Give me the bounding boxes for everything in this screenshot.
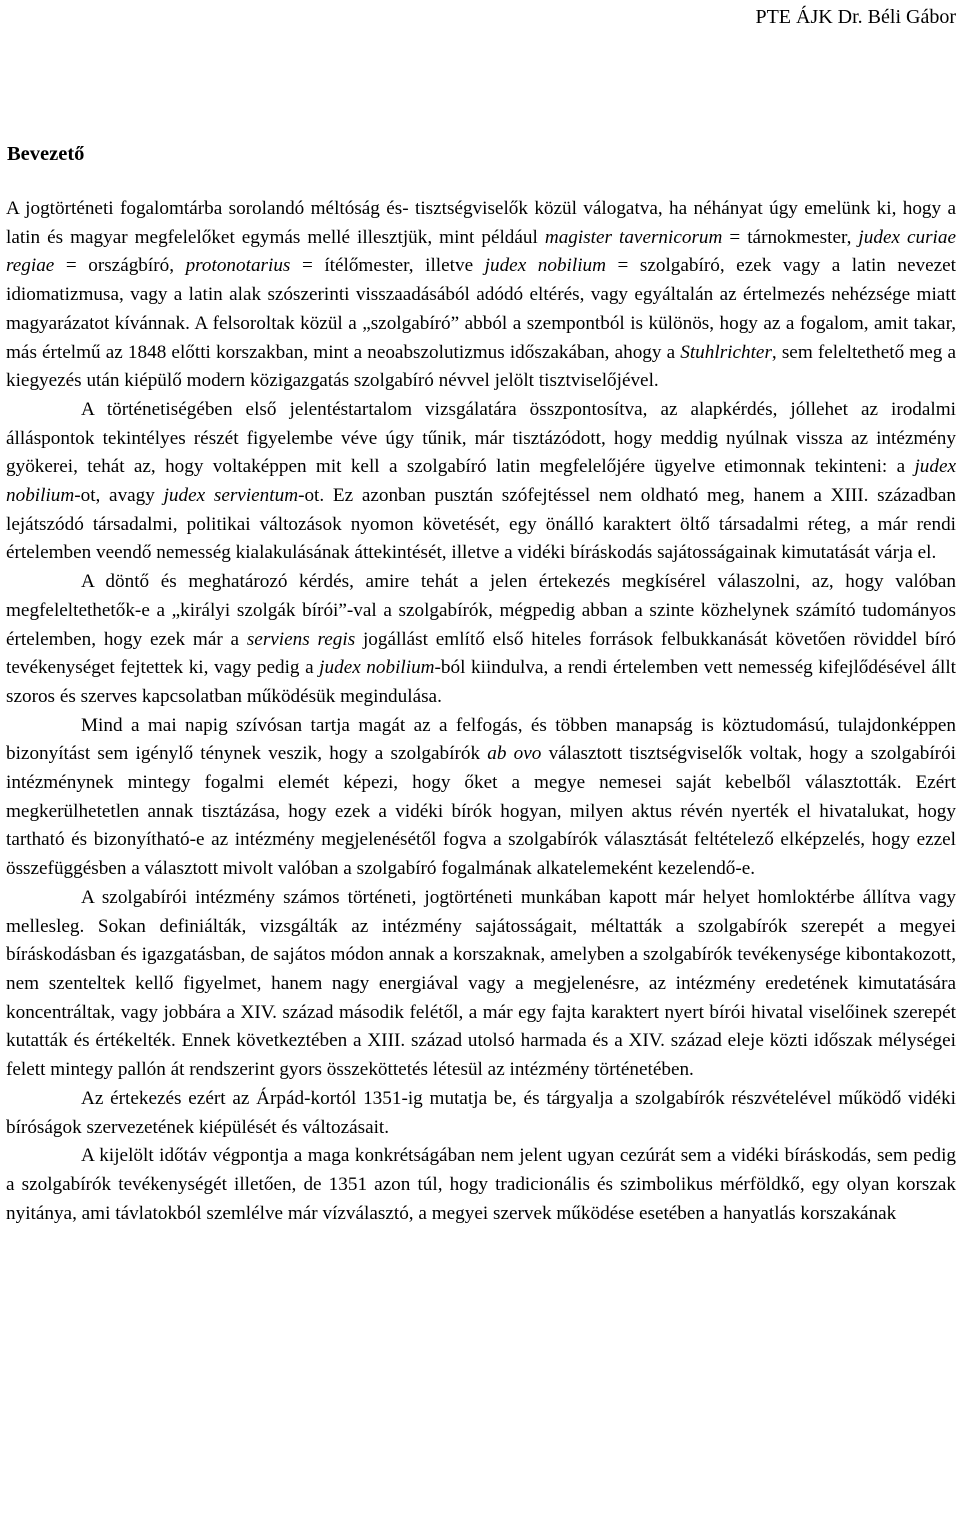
paragraph-text: választott tisztségviselők voltak, hogy a szolgabírói intézménynek mintegy fogalmi elemét képezi, hogy őket a megye nemesei saját kebelből választották. Ezért megkerülhetetlen annak tisztázása, hogy ezek a vidéki bírók hogyan, milyen aktus révén nyerték el hivatalukat, hogy tartható és bizonyítható-e az intézmény megjelenésétől fogva a szolgabírók választását feltételező elképzelés, hogy ezzel összefüggésben a választott mivolt valóban a szolgabíró fogalmának alkatelemeként kezelendő-e. [6,743,956,880]
section-heading: Bevezető [7,143,85,165]
italic-term: judex nobilium [484,255,606,277]
italic-term: magister tavernicorum [544,226,723,248]
italic-term: judex nobilium [319,657,435,679]
body-paragraph [6,712,956,884]
page-header-author: PTE ÁJK Dr. Béli Gábor [755,6,956,28]
paragraph-text: -ból kiindulva, a rendi értelemben vett nemesség kifejlődésével állt szoros és szerves kapcsolatban működésük megindulása. [6,657,956,707]
italic-term: serviens regis [246,628,356,650]
body-paragraph [6,1085,956,1142]
paragraph-text: = szolgabíró, ezek vagy a latin nevezet idiomatizmusa, vagy a latin alak szószerinti visszaadásából adódó eltérés, vagy egyáltalán az értelmezés nehézsége miatt magyarázatot kívánnak. A felsoroltak közül a „szolgabíró” abból a szempontból is különös, hogy az a fogalom, amit takar, más értelmű az 1848 előtti korszakban, mint a neoabszolutizmus időszakában, ahogy a [6,255,957,363]
body-paragraph [6,568,956,712]
paragraph-text: A kijelölt időtáv végpontja a maga konkrétságában nem jelent ugyan cezúrát sem a vidéki bíráskodás, sem pedig a szolgabírók tevékenységét illetően, de 1351 azon túl, hogy tradicionális és szimbolikus mérföldkő, egy olyan korszak nyitánya, ami távlatokból szemlélve már vízválasztó, a megyei szervek működése esetében a hanyatlás korszakának [6,1145,956,1224]
paragraph-text: jogállást említő első hiteles források felbukkanását követően röviddel bíró tevékenységet fejtettek ki, vagy pedig a [6,628,956,679]
body-paragraph [6,884,956,1085]
italic-term: judex curiae regiae [6,226,956,277]
body-paragraph [6,195,956,396]
paragraph-text: A történetiségében első jelentéstartalom vizsgálatára összpontosítva, az alapkérdés, jóllehet az irodalmi álláspontok tekintélyes részét figyelembe véve úgy tűnik, már tisztázódott, hogy meddig nyúlnak vissza az intézmény gyökerei, tehát az, hogy voltaképpen mit kell a szolgabíró latin megfelelőjére ügyelve etimonnak tekinteni: a [6,398,956,478]
paragraph-text: = országbíró, [54,255,186,277]
italic-term: judex servientum [163,485,299,507]
document-body [6,195,956,1228]
italic-term: protonotarius [185,255,291,277]
italic-term: ab ovo [487,743,542,765]
paragraph-text: A szolgabírói intézmény számos történeti, jogtörténeti munkában kapott már helyet homloktérbe állítva vagy mellesleg. Sokan definiálták, vizsgálták az intézmény sajátosságait, méltatták a szolgabírók szerepét a megyei bíráskodásban és igazgatásban, de sajátos módon annak a korszaknak, amelyben a szolgabírók tevékenysége kibontakozott, nem szenteltek kellő figyelmet, hanem nagy energiával vagy a megjelenésre, az intézmény eredetének kimutatására koncentráltak, vagy jobbára a XIV. század második felétől, a már egy fajta karaktert nyert bírói hivatal viselőinek szerepét kutatták és értékelték. Ennek következtében a XIII. század utolsó harmada és a XIV. század eleje közti időszak mélységei felett mintegy pallón át rendszerint gyors összeköttetés létesül az intézmény történetében. [6,886,956,1081]
paragraph-text: Az értekezés ezért az Árpád-kortól 1351-ig mutatja be, és tárgyalja a szolgabírók részvételével működő vidéki bíróságok szervezetének kiépülését és változásait. [6,1087,956,1138]
body-paragraph [6,396,956,568]
paragraph-text: A döntő és meghatározó kérdés, amire tehát a jelen értekezés megkísérel válaszolni, az, hogy valóban megfeleltethetők-e a „királyi szolgák bírói”-val a szolgabírók, mégpedig abban a szinte közhelynek számító tudományos értelemben, hogy ezek már a [6,571,956,650]
body-paragraph [6,1142,956,1228]
paragraph-text: , sem feleltethető meg a kiegyezés után kiépülő modern közigazgatás szolgabíró névvel jelölt tisztviselőjével. [6,341,956,392]
paragraph-text: = ítélőmester, illetve [290,255,485,277]
paragraph-text: -ot. Ez azonban pusztán szófejtéssel nem oldható meg, hanem a XIII. században lejátszódó társadalmi, politikai változások nyomon követését, egy önálló karaktert öltő társadalmi réteg, a már rendi értelemben veendő nemesség kialakulásának áttekintését, illetve a vidéki bíráskodás sajátosságainak kimutatását várja el. [6,485,956,564]
paragraph-text: A jogtörténeti fogalomtárba sorolandó méltóság és- tisztségviselők közül válogatva, ha néhányat úgy emelünk ki, hogy a latin és magyar megfelelőket egymás mellé illesztjük, mint például [6,198,956,248]
paragraph-text: Mind a mai napig szívósan tartja magát az a felfogás, és többen manapság is köztudomású, tulajdonképpen bizonyítást sem igénylő ténynek veszik, hogy a szolgabírók [6,714,956,765]
paragraph-text: = tárnokmester, [722,226,859,248]
italic-term: judex nobilium [6,456,956,507]
italic-term: Stuhlrichter [680,341,772,363]
paragraph-text: -ot, avagy [74,485,164,507]
